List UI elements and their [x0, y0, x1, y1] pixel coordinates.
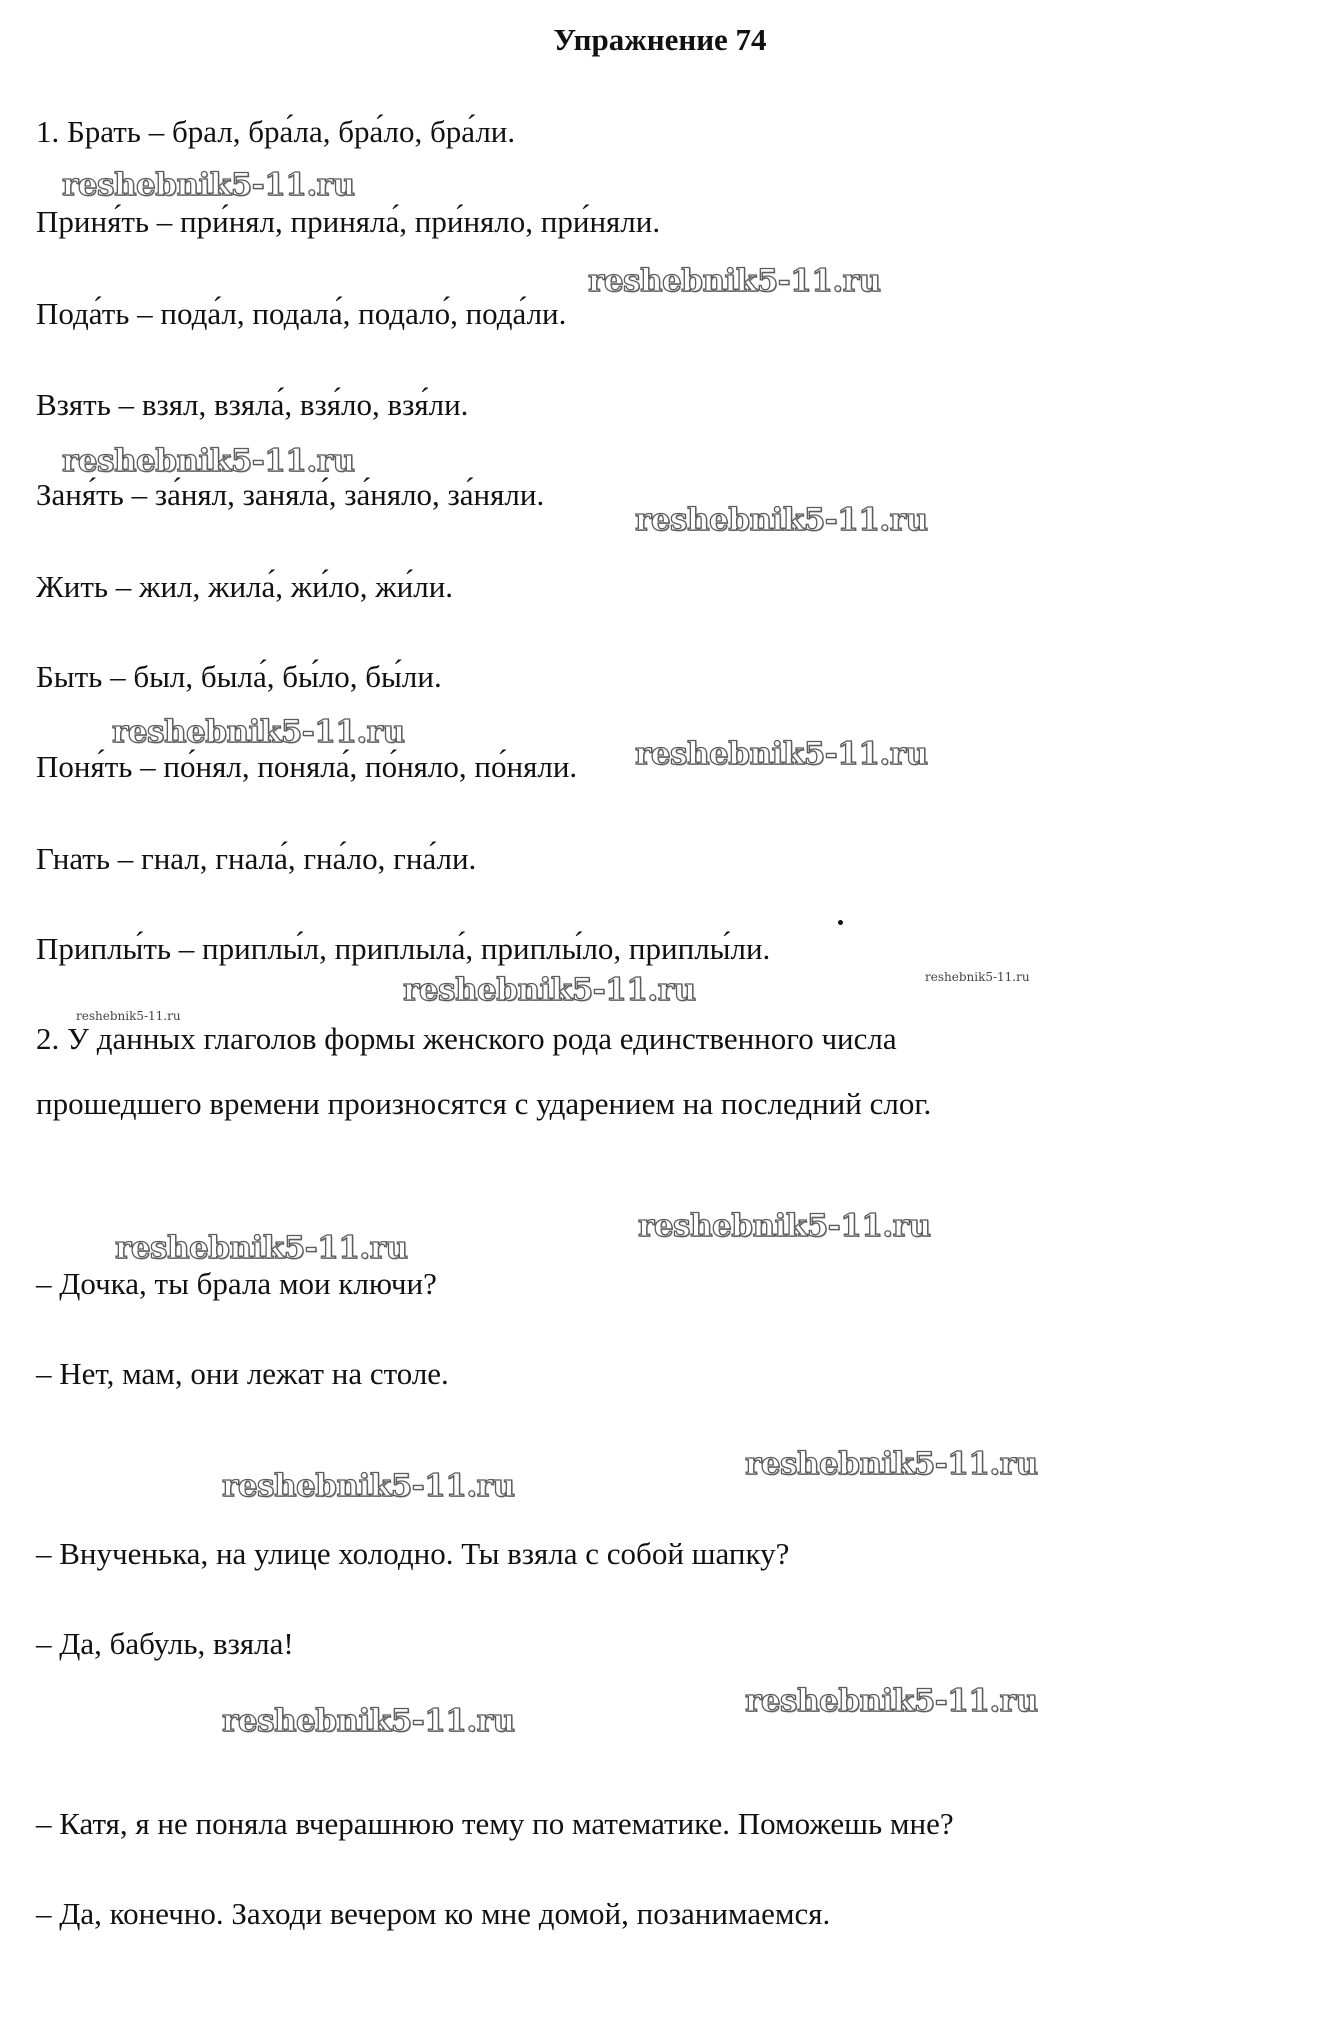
- verb-line-gnat: Гнать – гнал, гнала́, гна́ло, гна́ли.: [36, 841, 477, 876]
- verb-line-vzyat: Взять – взял, взяла́, взя́ло, взя́ли.: [36, 387, 469, 422]
- dialogue-line-1: – Дочка, ты брала мои ключи?: [36, 1266, 437, 1301]
- verb-line-brat: 1. Брать – брал, бра́ла, бра́ло, бра́ли.: [36, 114, 516, 149]
- watermark: reshebnik5-11.ru: [745, 1446, 1038, 1482]
- watermark: reshebnik5-11.ru: [588, 263, 881, 299]
- watermark: reshebnik5-11.ru: [222, 1703, 515, 1739]
- verb-line-priplyt: Приплы́ть – приплы́л, приплыла́, приплы́ло, приплы́ли.: [36, 931, 771, 966]
- watermark-small: reshebnik5-11.ru: [925, 970, 1030, 984]
- watermark: reshebnik5-11.ru: [635, 736, 928, 772]
- watermark-small: reshebnik5-11.ru: [76, 1009, 181, 1023]
- explanation-line-1: 2. У данных глаголов формы женского рода единственного числа: [36, 1021, 897, 1056]
- exercise-title: Упражнение 74: [553, 22, 767, 57]
- verb-line-ponyat: Поня́ть – по́нял, поняла́, по́няло, по́няли.: [36, 749, 578, 784]
- watermark: reshebnik5-11.ru: [62, 443, 355, 479]
- verb-line-podat: Пода́ть – пода́л, подала́, подало́, пода́ли.: [36, 296, 567, 331]
- verb-line-zanyat: Заня́ть – за́нял, заняла́, за́няло, за́няли.: [36, 477, 545, 512]
- watermark: reshebnik5-11.ru: [115, 1230, 408, 1266]
- watermark: reshebnik5-11.ru: [62, 167, 355, 203]
- watermark: reshebnik5-11.ru: [222, 1468, 515, 1504]
- watermark: reshebnik5-11.ru: [745, 1683, 1038, 1719]
- watermark: reshebnik5-11.ru: [403, 972, 696, 1008]
- dialogue-line-6: – Да, конечно. Заходи вечером ко мне домой, позанимаемся.: [36, 1896, 831, 1931]
- verb-line-byt: Быть – был, была́, бы́ло, бы́ли.: [36, 659, 442, 694]
- verb-line-prinyat: Приня́ть – при́нял, приняла́, при́няло, при́няли.: [36, 204, 661, 239]
- dialogue-line-4: – Да, бабуль, взяла!: [36, 1626, 294, 1661]
- dialogue-line-5: – Катя, я не поняла вчерашнюю тему по математике. Поможешь мне?: [36, 1806, 954, 1841]
- watermark: reshebnik5-11.ru: [638, 1208, 931, 1244]
- watermark: reshebnik5-11.ru: [635, 502, 928, 538]
- dialogue-line-3: – Внученька, на улице холодно. Ты взяла с собой шапку?: [36, 1536, 790, 1571]
- stray-dot: [838, 920, 843, 925]
- watermark: reshebnik5-11.ru: [112, 714, 405, 750]
- verb-line-zhit: Жить – жил, жила́, жи́ло, жи́ли.: [36, 569, 454, 604]
- dialogue-line-2: – Нет, мам, они лежат на столе.: [36, 1356, 449, 1391]
- explanation-line-2: прошедшего времени произносятся с ударением на последний слог.: [36, 1086, 932, 1121]
